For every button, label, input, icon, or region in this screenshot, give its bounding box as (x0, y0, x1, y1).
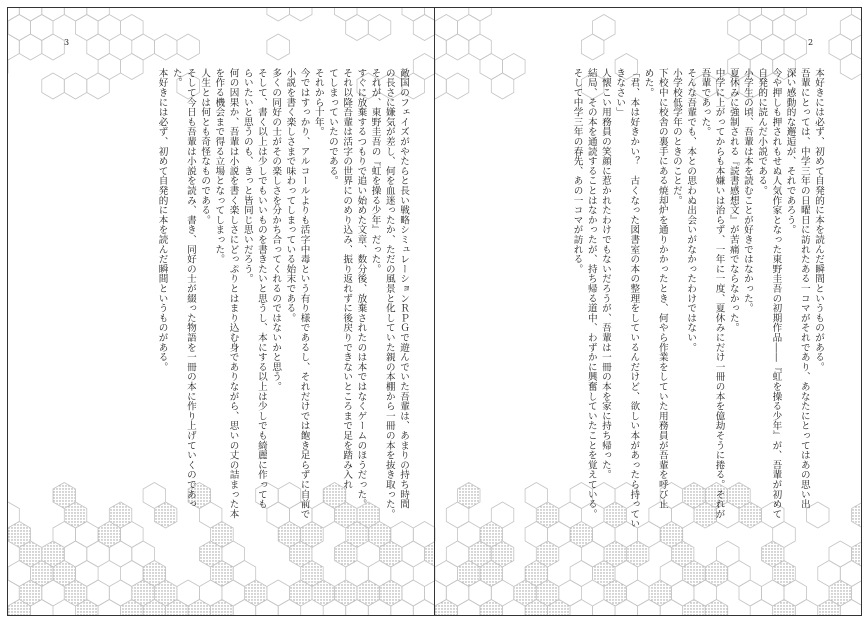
text-line: らいたいと思うのも、きっと皆同じ思いだろう。 (241, 68, 253, 284)
hexagon-cell (19, 8, 42, 21)
hexagon-cell (267, 8, 290, 21)
text-line: 小説を書く楽しさまで味わってしまっている始末である。 (284, 68, 296, 323)
hexagon-cell (211, 600, 234, 616)
text-line: それ以降吾輩は活字の世界にのめり込み、振り返れずに後戻りできないところまで足を踏み入れ (341, 68, 353, 490)
hexagon-cell (435, 600, 458, 616)
hexagon-cell (750, 15, 773, 41)
text-line: 本好きには必ず、初めて自発的に本を読んだ瞬間というものがある。 (156, 68, 168, 372)
text-line: すぐに放棄するつもりで追い始めた文章、数分後、放棄されたのは本ではなくゲームのほうだった。 (355, 68, 367, 509)
hexagon-cell (87, 34, 110, 60)
hexagon-cell (132, 34, 155, 60)
text-line: 夏休みに強制される『読書感想文』が苦痛でならなかった。 (727, 68, 739, 333)
hexagon-cell (435, 561, 458, 587)
hexagon-cell (402, 580, 425, 606)
hexagon-cell (87, 8, 110, 21)
hexagon-cell (762, 34, 785, 60)
hexagon-cell (446, 34, 469, 60)
hexagon-cell (335, 8, 358, 21)
hexagon-cell (413, 600, 434, 616)
text-line: 人生とは何とも奇怪なものである。 (199, 68, 211, 225)
hexagon-cell (435, 73, 446, 99)
page-number-right: 2 (808, 38, 814, 47)
hexagon-cell (728, 15, 751, 41)
text-line: 本好きには必ず、初めて自発的に本を読んだ瞬間というものがある。 (813, 68, 824, 372)
text-line: きなさい」 (614, 68, 626, 117)
hexagon-cell (267, 34, 290, 60)
hexagon-cell (458, 600, 481, 616)
text-line: めた。 (642, 68, 654, 98)
hexagon-cell (840, 54, 861, 80)
text-line: 深い感動的な邂逅が、それであろう。 (784, 68, 796, 235)
hexagon-cell (121, 15, 144, 41)
hexagon-cell (458, 483, 481, 509)
hexagon-cell (177, 34, 200, 60)
book-spread (7, 7, 862, 616)
hexagon-cell (784, 8, 807, 21)
hexagon-cell (188, 600, 211, 616)
hexagon-cell (19, 34, 42, 60)
hexagon-cell (154, 34, 177, 60)
right-page-text (479, 68, 825, 578)
hexagon-cell (446, 73, 469, 99)
hexagon-cell (8, 15, 31, 41)
text-line: 小学生の頃、吾輩は本を読むことが好きではなかった。 (741, 68, 753, 313)
hexagon-cell (469, 8, 492, 21)
text-line: 中学に上がってからも本嫌いは治らず、一年に一度、夏休みにだけ一冊の本を億劫そうに捲る。それが (713, 68, 725, 519)
hexagon-cell (773, 600, 796, 616)
hexagon-cell (357, 580, 380, 606)
hexagon-cell (42, 8, 65, 21)
hexagon-cell (649, 580, 672, 606)
text-line: 「君、本は好きかい？ 古くなった図書室の本の整理をしているんだけど、欲しい本があったら持ってい (628, 68, 640, 529)
text-line: 結局、その本を通読することはなかったが、持ち帰る道中、わずかに興奮していたことを覚えている。 (585, 68, 597, 519)
hexagon-cell (64, 8, 87, 21)
hexagon-cell (267, 580, 290, 606)
text-line: 自発的に読んだ小説である。 (756, 68, 768, 196)
text-line: てしまっていたのである。 (326, 68, 338, 186)
text-line: 下校中に校舎の裏手にある焼却炉を通りかかったとき、何やら作業をしていた用務員が吾輩を呼び止 (656, 68, 668, 509)
hexagon-cell (570, 600, 593, 616)
page-number-left: 3 (64, 38, 70, 47)
hexagon-cell (829, 541, 852, 567)
hexagon-cell (435, 34, 446, 60)
text-line: 何の因果か、吾輩は小説を書く楽しさにどっぷりとはまり込む身でありながら、思いの丈の詰まった本 (227, 68, 239, 519)
hexagon-cell (8, 34, 19, 60)
text-line: 吾輩であった。 (699, 68, 711, 137)
hexagon-cell (8, 8, 19, 21)
hexagon-cell (739, 580, 762, 606)
hexagon-cell (98, 600, 121, 616)
text-line: を作る機会まで得る立場となってしまった。 (213, 68, 225, 264)
hexagon-cell (739, 8, 762, 21)
hexagon-cell (581, 34, 604, 60)
hexagon-cell (413, 15, 434, 41)
left-page (8, 8, 434, 615)
text-line: 敵国のフェイズがやたらと長い戦略シミュレーションＲＰＧで遊んでいた吾輩は、あまりの持ち時間 (398, 68, 409, 509)
text-line: 今ではすっかり、アルコールよりも活字中毒という有り様であるし、それだけでは飽き足らずに自前で (298, 68, 310, 519)
hexagon-cell (98, 15, 121, 41)
text-line: それが、東野圭吾の『虹を操る少年』だった。 (369, 68, 381, 274)
left-page-text (64, 68, 410, 578)
hexagon-cell (829, 34, 852, 60)
text-line: 人懐こい用務員の笑顔に惹かれたわけでもないだろうが、吾輩は一冊の本を家に持ち帰った。 (599, 68, 611, 480)
hexagon-cell (31, 15, 54, 41)
hexagon-cell (335, 580, 358, 606)
hexagon-cell (593, 15, 616, 41)
hexagon-cell (762, 8, 785, 21)
text-line: そして今日も吾輩は小説を読み、書き、同好の士が綴った物語を一冊の本に作り上げていくのであっ (184, 68, 196, 509)
text-line: それから十年。 (312, 68, 324, 137)
hexagon-cell (852, 502, 861, 528)
hexagon-cell (705, 600, 728, 616)
hexagon-cell (402, 8, 425, 21)
hexagon-cell (42, 34, 65, 60)
hexagon-cell (626, 580, 649, 606)
right-page (435, 8, 861, 615)
text-line: そして、書く以上は少しでもいいものを書きたいと思うし、本にする以上は少しでも綺麗に作っても (255, 68, 267, 509)
text-line: そして中学三年の春先、あの一コマが訪れる。 (571, 68, 583, 274)
hexagon-cell (683, 600, 706, 616)
hexagon-cell (413, 54, 434, 80)
hexagon-cell (380, 580, 403, 606)
hexagon-cell (739, 34, 762, 60)
hexagon-cell (750, 600, 773, 616)
hexagon-cell (458, 15, 481, 41)
hexagon-cell (42, 73, 65, 99)
text-line: 小学校低学年のときのことだ。 (670, 68, 682, 206)
text-line: 多くの同好の士がその楽しさを分かち合ってくれるのではないかと思う。 (270, 68, 282, 392)
text-line: の長さに嫌気が差し、何を血迷ったか、ただの風景と化していた親の本棚から一冊の本を抜き取った。 (383, 68, 395, 519)
hexagon-cell (773, 15, 796, 41)
text-line: そんな吾輩でも、本との思わぬ出会いがなかったわけではない。 (685, 68, 697, 353)
text-line: 吾輩にとっては、中学三年の日曜日に訪れたある一コマがそれであり、あなたにとってはあの思い出 (798, 68, 810, 509)
hexagon-cell (244, 580, 267, 606)
hexagon-cell (76, 15, 99, 41)
hexagon-cell (425, 541, 434, 567)
hexagon-cell (784, 34, 807, 60)
hexagon-cell (368, 15, 391, 41)
hexagon-cell (435, 15, 458, 41)
hexagon-cell (480, 600, 503, 616)
hexagon-cell (290, 8, 313, 21)
hexagon-cell (346, 15, 369, 41)
hexagon-cell (469, 34, 492, 60)
text-line: 今や押しも押されもせぬ人気作家となった東野圭吾の初期作品――『虹を操る少年』が、吾輩が初めて (770, 68, 782, 519)
text-line: た。 (170, 68, 182, 88)
hexagon-cell (795, 600, 818, 616)
